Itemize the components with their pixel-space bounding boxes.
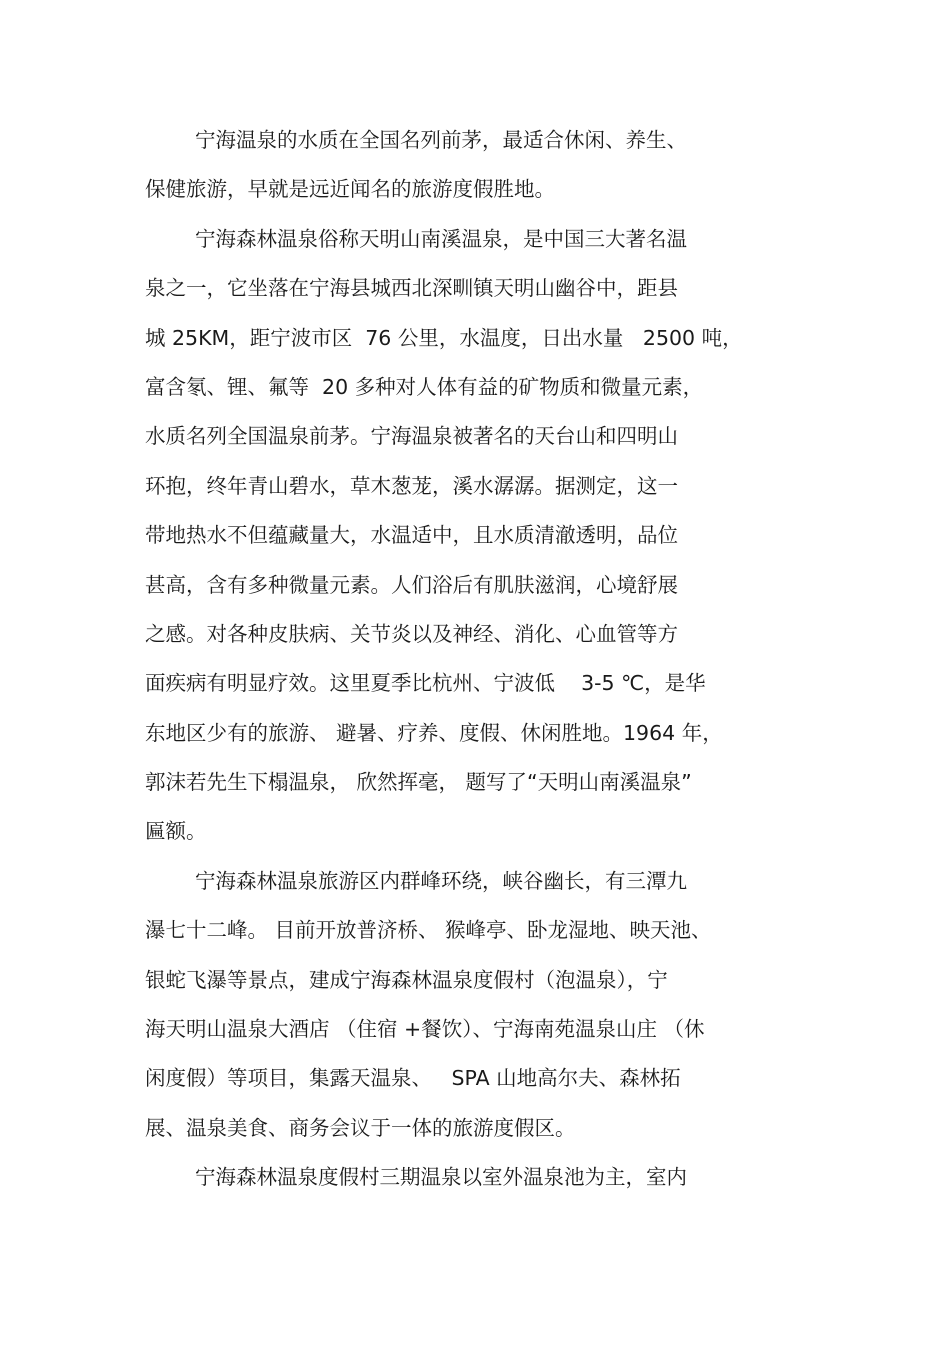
text-line: 之感。对各种皮肤病、关节炎以及神经、消化、心血管等方 [145,621,678,646]
text-line: 宁海温泉的水质在全国名列前茅，最适合休闲、养生、 [195,128,687,152]
text-line: 泉之一，它坐落在宁海县城西北深甽镇天明山幽谷中，距县 [145,276,678,301]
text-line: 甚高，含有多种微量元素。人们浴后有肌肤滋润，心境舒展 [145,572,678,597]
text-line: 展、温泉美食、商务会议于一体的旅游度假区。 [145,1115,576,1140]
text-line: 匾额。 [145,819,207,844]
text-line: 环抱，终年青山碧水，草木葱茏，溪水潺潺。据测定，这一 [145,473,678,498]
text-line: 海天明山温泉大酒店 （住宿 +餐饮）、宁海南苑温泉山庄 （休 [145,1017,705,1042]
text-line: 闲度假）等项目，集露天温泉、 SPA 山地高尔夫、森林拓 [145,1066,681,1091]
text-line: 宁海森林温泉度假村三期温泉以室外温泉池为主，室内 [195,1165,687,1190]
text-line: 东地区少有的旅游、 避暑、疗养、度假、休闲胜地。1964 年， [145,720,723,745]
document-body [145,122,810,1209]
text-line: 富含氡、锂、氟等 20 多种对人体有益的矿物质和微量元素， [145,374,704,399]
text-line: 城 25KM，距宁波市区 76 公里，水温度，日出水量 2500 吨， [145,325,743,350]
text-line: 带地热水不但蕴藏量大，水温适中，且水质清澈透明，品位 [145,523,678,548]
text-line: 面疾病有明显疗效。这里夏季比杭州、宁波低 3-5 ℃，是华 [145,671,706,696]
text-line: 郭沫若先生下榻温泉， 欣然挥毫， 题写了“天明山南溪温泉” [145,770,692,795]
text-line: 宁海森林温泉旅游区内群峰环绕，峡谷幽长，有三潭九 [195,868,687,893]
text-line: 银蛇飞瀑等景点，建成宁海森林温泉度假村（泡温泉），宁 [145,967,668,992]
text-line: 宁海森林温泉俗称天明山南溪温泉，是中国三大著名温 [195,226,687,251]
text-line: 瀑七十二峰。 目前开放普济桥、 猴峰亭、卧龙湿地、映天池、 [145,918,712,943]
text-line: 保健旅游，早就是远近闻名的旅游度假胜地。 [145,177,555,202]
text-line: 水质名列全国温泉前茅。宁海温泉被著名的天台山和四明山 [145,424,678,449]
